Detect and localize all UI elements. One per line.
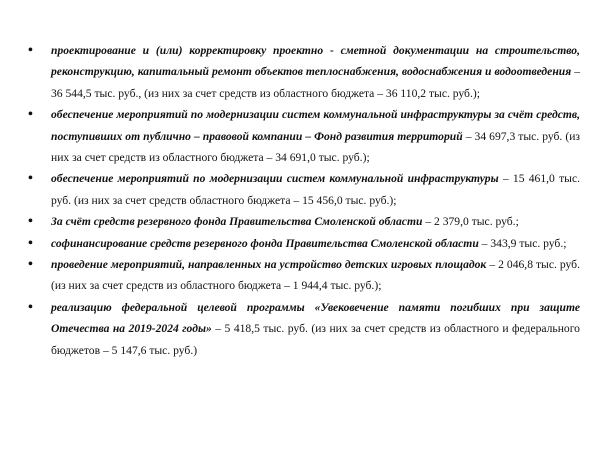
item-emphasis: проведение мероприятий, направленных на устройство детских игровых площадок (51, 258, 487, 272)
item-text: – 5 418,5 тыс. руб. (из них за счет средств из областного и федерального бюджетов – 5 147,6 тыс. руб.) (51, 322, 580, 357)
bullet-icon: • (28, 257, 33, 273)
bullet-icon: • (28, 299, 33, 315)
list-item (24, 233, 580, 254)
item-emphasis: обеспечение мероприятий по модернизации систем коммунальной инфраструктуры (51, 172, 499, 186)
list-item (24, 168, 580, 211)
bullet-icon: • (28, 214, 33, 230)
bullet-icon: • (28, 171, 33, 187)
list-item (24, 297, 580, 361)
item-text: – 2 379,0 тыс. руб.; (422, 215, 519, 229)
item-text: – 15 461,0 тыс. руб. (из них за счет средств областного бюджета – 15 456,0 тыс. руб.); (51, 172, 580, 207)
item-text: – 34 697,3 тыс. руб. (из них за счет средств из областного бюджета – 34 691,0 тыс. руб.); (51, 129, 580, 165)
item-text: – 343,9 тыс. руб.; (478, 236, 567, 250)
list-item (24, 211, 580, 232)
list-item (24, 254, 580, 297)
bullet-icon: • (28, 107, 33, 123)
funding-bullet-list (24, 40, 580, 361)
list-item (24, 40, 580, 104)
bullet-icon: • (28, 235, 33, 251)
item-emphasis: софинансирование средств резервного фонда Правительства Смоленской области (51, 236, 479, 250)
item-emphasis: За счёт средств резервного фонда Правительства Смоленской области (51, 215, 423, 229)
item-emphasis: обеспечение мероприятий по модернизации систем коммунальной инфраструктуры за счёт средств, поступивших от публично – правовой компании – Фонд развития территорий (51, 108, 580, 143)
item-emphasis: реализацию федеральной целевой программы «Увековечение памяти погибших при защите Отечества на 2019-2024 годы» (51, 300, 580, 336)
bullet-icon: • (28, 43, 33, 58)
item-text: – 36 544,5 тыс. руб., (из них за счет средств из областного бюджета – 36 110,2 тыс. руб.); (51, 65, 580, 100)
item-emphasis: проектирование и (или) корректировку проектно - сметной документации на строительство, реконструкцию, капитальный ремонт объектов теплоснабжения, водоснабжения и водоотведения (51, 44, 580, 79)
item-text: – 2 046,8 тыс. руб. (из них за счет средств из областного бюджета – 1 944,4 тыс. руб.); (51, 258, 580, 293)
list-item (24, 104, 580, 168)
